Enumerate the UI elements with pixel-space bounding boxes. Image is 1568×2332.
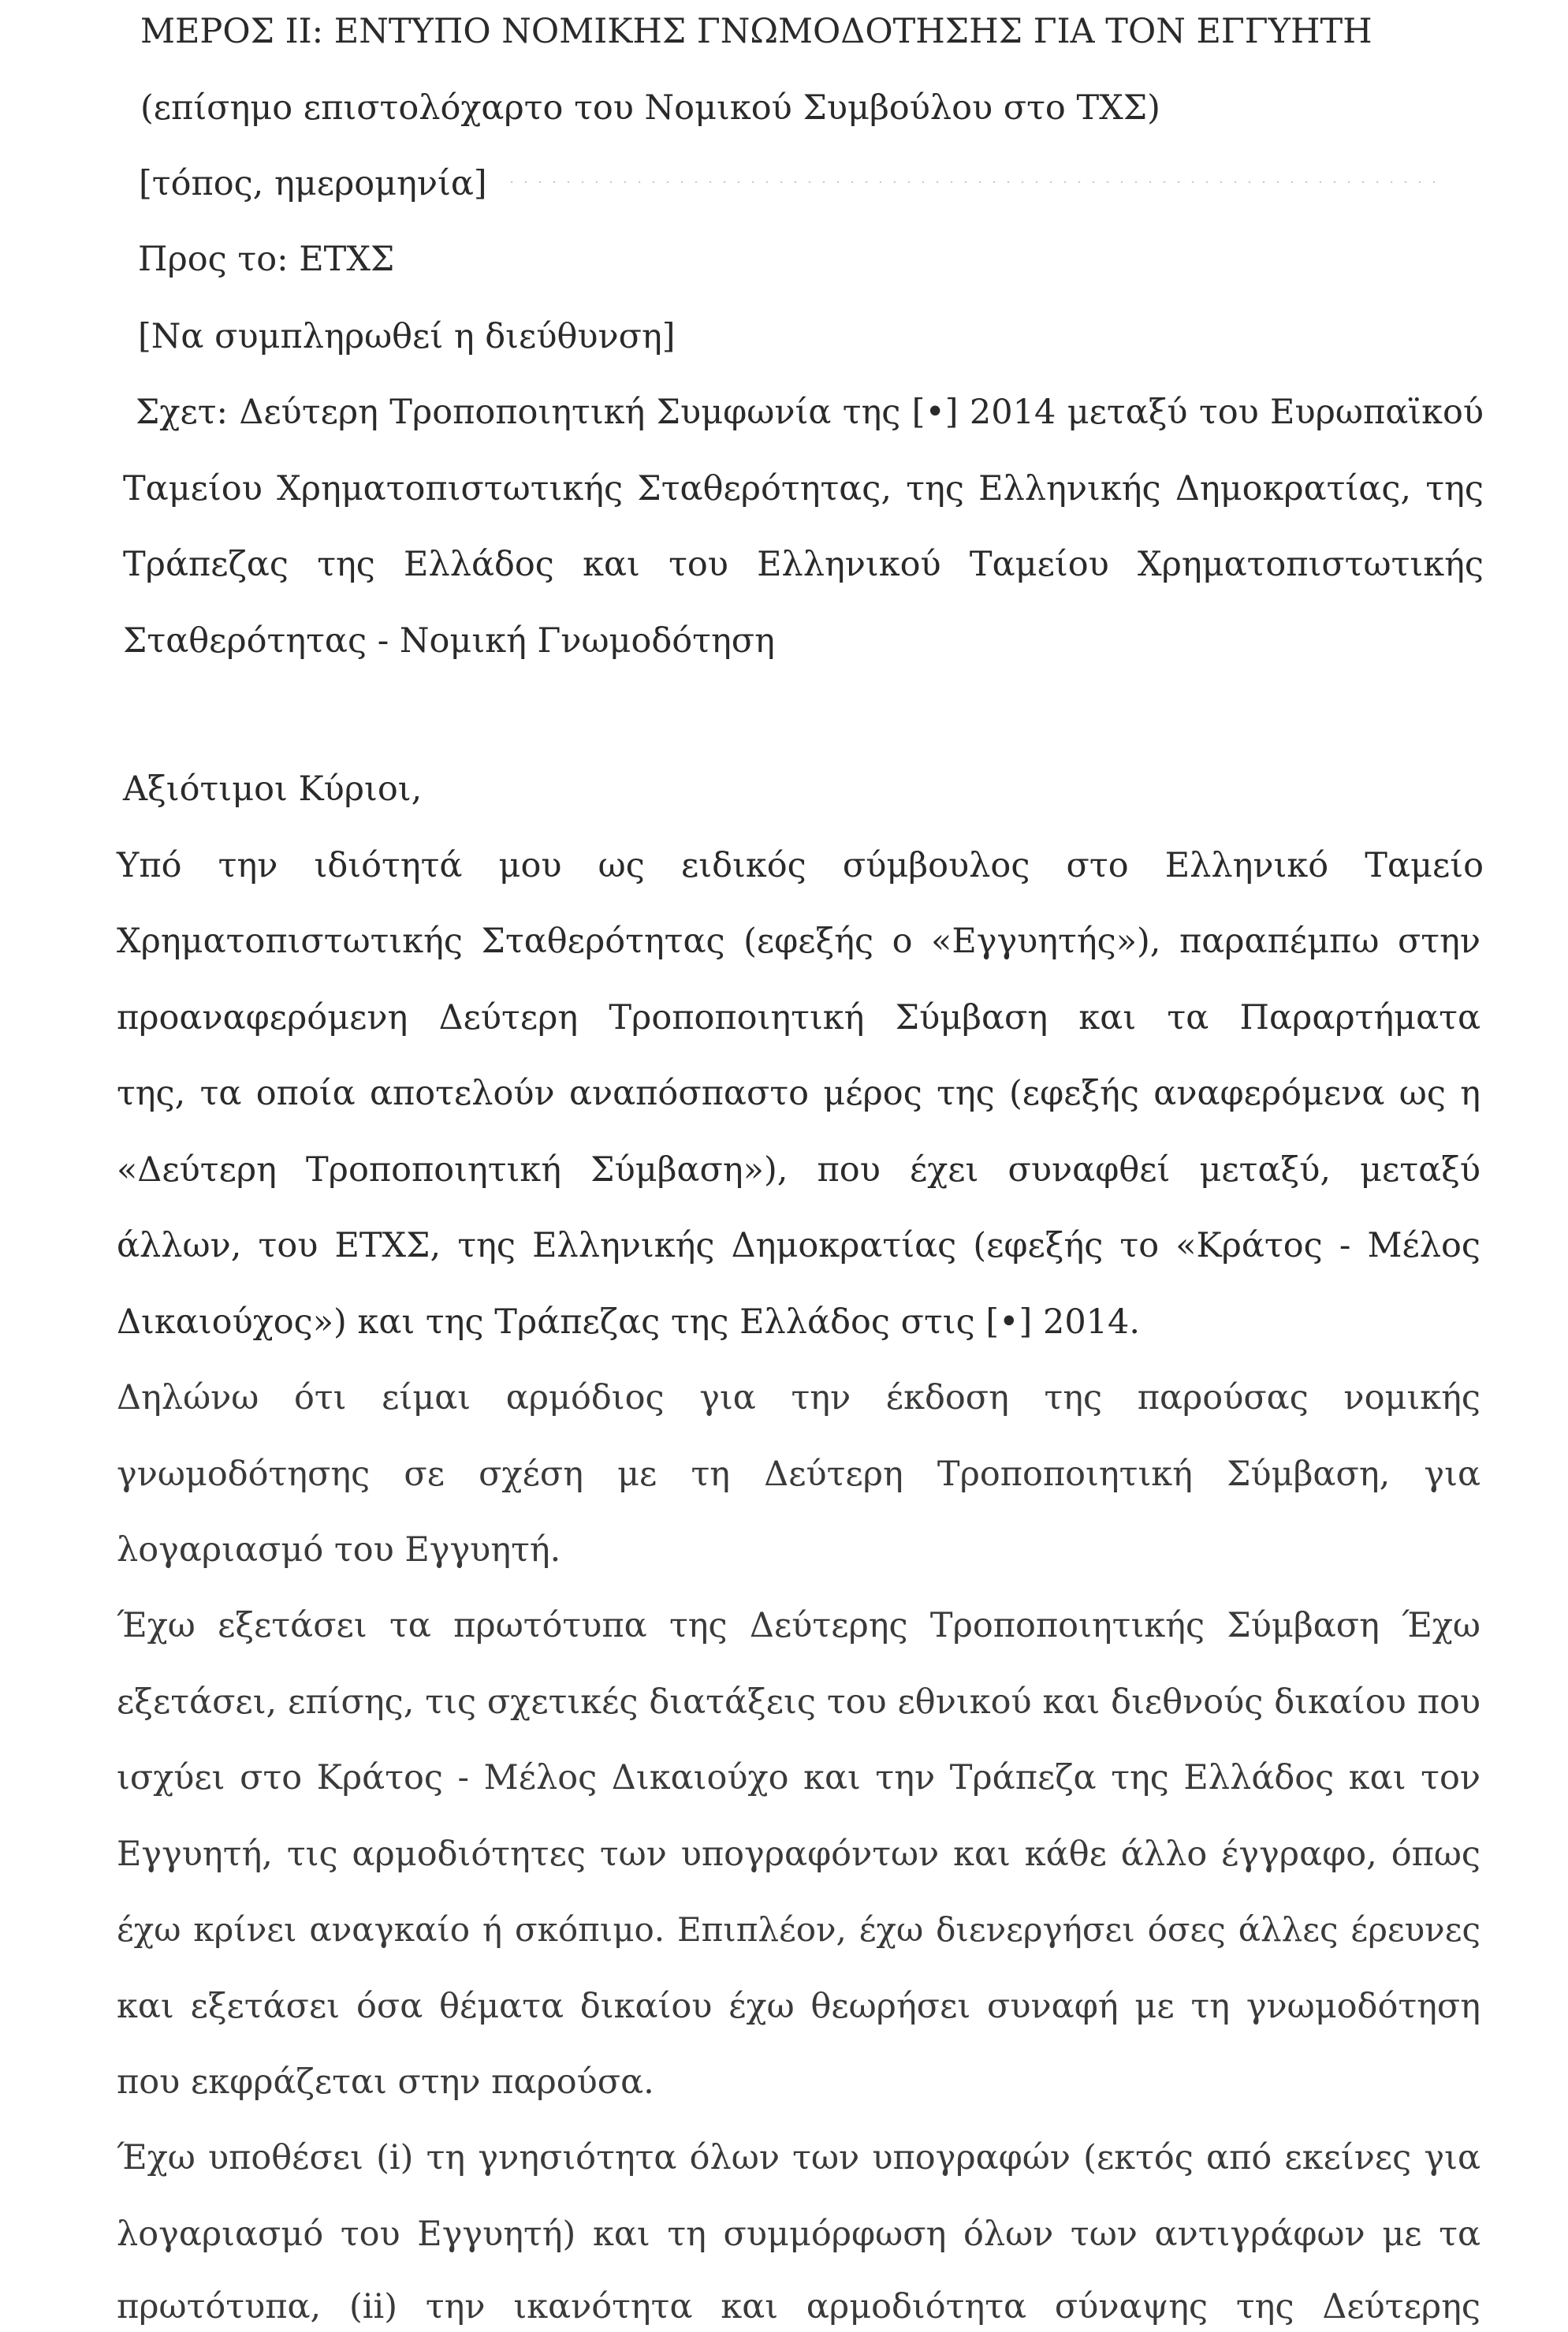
paragraph-line: Έχω εξετάσει τα πρωτότυπα της Δεύτερης Τροποποιητικής Σύμβαση Έχω bbox=[117, 1606, 1480, 1645]
paragraph-line: εξετάσει, επίσης, τις σχετικές διατάξεις του εθνικού και διεθνούς δικαίου που bbox=[117, 1682, 1480, 1722]
paragraph-line: που εκφράζεται στην παρούσα. bbox=[117, 2062, 654, 2102]
scan-dot-line bbox=[505, 181, 1435, 183]
subject-line: Σχετ: Δεύτερη Τροποποιητική Συμφωνία της [•] 2014 μεταξύ του Ευρωπαϊκού bbox=[136, 393, 1484, 432]
letterhead-note: (επίσημο επιστολόχαρτο του Νομικού Συμβούλου στο ΤΧΣ) bbox=[140, 88, 1160, 128]
recipient: Προς το: ΕΤΧΣ bbox=[138, 240, 395, 279]
paragraph-line: λογαριασμό του Εγγυητή. bbox=[117, 1530, 561, 1570]
subject-line: Σταθερότητας - Νομική Γνωμοδότηση bbox=[123, 621, 775, 661]
paragraph-line: της, τα οποία αποτελούν αναπόσπαστο μέρος της (εφεξής αναφερόμενα ως η bbox=[117, 1074, 1480, 1113]
paragraph-line: Δικαιούχος») και της Τράπεζας της Ελλάδος στις [•] 2014. bbox=[117, 1302, 1141, 1342]
paragraph-line: Εγγυητή, τις αρμοδιότητες των υπογραφόντων και κάθε άλλο έγγραφο, όπως bbox=[117, 1835, 1480, 1874]
paragraph-line: προαναφερόμενη Δεύτερη Τροποποιητική Σύμβαση και τα Παραρτήματα bbox=[117, 998, 1480, 1037]
paragraph-line: ισχύει στο Κράτος - Μέλος Δικαιούχο και την Τράπεζα της Ελλάδος και τον bbox=[117, 1758, 1480, 1797]
subject-line: Τράπεζας της Ελλάδος και του Ελληνικού Ταμείου Χρηματοπιστωτικής bbox=[123, 545, 1484, 584]
paragraph-line: Έχω υποθέσει (i) τη γνησιότητα όλων των υπογραφών (εκτός από εκείνες για bbox=[117, 2138, 1480, 2177]
address-placeholder: [Να συμπληρωθεί η διεύθυνση] bbox=[138, 317, 676, 356]
paragraph-line: γνωμοδότησης σε σχέση με τη Δεύτερη Τροποποιητική Σύμβαση, για bbox=[117, 1455, 1480, 1494]
place-date: [τόπος, ημερομηνία] bbox=[139, 164, 487, 203]
paragraph-line: «Δεύτερη Τροποποιητική Σύμβαση»), που έχει συναφθεί μεταξύ, μεταξύ bbox=[117, 1150, 1480, 1190]
subject-line: Ταμείου Χρηματοπιστωτικής Σταθερότητας, της Ελληνικής Δημοκρατίας, της bbox=[123, 469, 1484, 508]
paragraph-line: πρωτότυπα, (ii) την ικανότητα και αρμοδιότητα σύναψης της Δεύτερης bbox=[117, 2287, 1480, 2326]
paragraph-line: Δηλώνω ότι είμαι αρμόδιος για την έκδοση της παρούσας νομικής bbox=[117, 1378, 1480, 1417]
paragraph-line: Χρηματοπιστωτικής Σταθερότητας (εφεξής ο «Εγγυητής»), παραπέμπω στην bbox=[117, 922, 1480, 961]
paragraph-line: Υπό την ιδιότητά μου ως ειδικός σύμβουλος στο Ελληνικό Ταμείο bbox=[117, 846, 1484, 885]
document-heading: ΜΕΡΟΣ ΙΙ: ΕΝΤΥΠΟ ΝΟΜΙΚΗΣ ΓΝΩΜΟΔΟΤΗΣΗΣ ΓΙΑ ΤΟΝ ΕΓΓΥΗΤΗ bbox=[140, 12, 1372, 51]
paragraph-line: έχω κρίνει αναγκαίο ή σκόπιμο. Επιπλέον, έχω διενεργήσει όσες άλλες έρευνες bbox=[117, 1910, 1480, 1949]
paragraph-line: και εξετάσει όσα θέματα δικαίου έχω θεωρήσει συναφή με τη γνωμοδότηση bbox=[117, 1987, 1480, 2026]
salutation: Αξιότιμοι Κύριοι, bbox=[123, 769, 423, 809]
paragraph-line: άλλων, του ΕΤΧΣ, της Ελληνικής Δημοκρατίας (εφεξής το «Κράτος - Μέλος bbox=[117, 1226, 1480, 1265]
paragraph-line: λογαριασμό του Εγγυητή) και τη συμμόρφωση όλων των αντιγράφων με τα bbox=[117, 2215, 1480, 2254]
